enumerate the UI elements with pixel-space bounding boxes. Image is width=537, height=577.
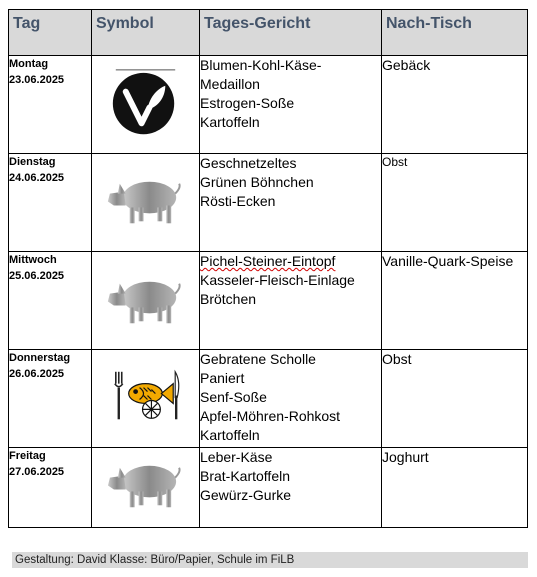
header-nachtisch: Nach-Tisch <box>382 10 528 56</box>
dish-line: Leber-Käse <box>200 449 273 465</box>
dish-line: Estrogen-Soße <box>200 95 295 111</box>
day-date: 23.06.2025 <box>9 74 65 86</box>
dish-cell <box>200 252 382 350</box>
header-gericht: Tages-Gericht <box>200 10 382 56</box>
dish-line: Senf-Soße <box>200 389 267 405</box>
vegan-icon <box>92 56 199 153</box>
day-name: Montag <box>9 58 49 70</box>
dish-line: Apfel-Möhren-Rohkost <box>200 408 341 424</box>
day-date: 27.06.2025 <box>9 466 65 478</box>
dish-line: Pichel-Steiner-Eintopf <box>200 253 336 269</box>
dish-line: Grünen Böhnchen <box>200 174 314 190</box>
symbol-cell <box>92 350 200 448</box>
day-name: Mittwoch <box>9 254 57 266</box>
table-row <box>9 252 528 350</box>
dish-line: Kartoffeln <box>200 114 260 130</box>
dessert-cell: Joghurt <box>382 448 528 528</box>
day-cell <box>9 154 92 252</box>
symbol-cell <box>92 252 200 350</box>
table-row <box>9 350 528 448</box>
dish-line: Paniert <box>200 370 245 386</box>
dish-line: Kartoffeln <box>200 427 260 443</box>
dish-line: Rösti-Ecken <box>200 193 276 209</box>
dish-line: Brötchen <box>200 291 257 307</box>
dish-cell <box>200 448 382 528</box>
day-name: Dienstag <box>9 156 56 168</box>
dessert-cell: Vanille-Quark-Speise <box>382 252 528 350</box>
dish-line: Blumen-Kohl-Käse- <box>200 57 322 73</box>
pig-icon <box>92 448 199 527</box>
table-row <box>9 448 528 528</box>
day-date: 26.06.2025 <box>9 368 65 380</box>
pig-icon <box>92 252 199 349</box>
day-cell <box>9 448 92 528</box>
dish-line: Geschnetzeltes <box>200 155 297 171</box>
day-name: Donnerstag <box>9 352 71 364</box>
day-cell <box>9 350 92 448</box>
table-row <box>9 154 528 252</box>
dish-line: Medaillon <box>200 76 260 92</box>
dish-cell <box>200 154 382 252</box>
symbol-cell <box>92 448 200 528</box>
header-row <box>9 10 528 56</box>
pig-icon <box>92 154 199 251</box>
header-tag: Tag <box>9 10 92 56</box>
symbol-cell <box>92 154 200 252</box>
header-symbol: Symbol <box>92 10 200 56</box>
dessert-cell: Obst <box>382 350 528 448</box>
dish-line: Brat-Kartoffeln <box>200 468 291 484</box>
day-cell <box>9 252 92 350</box>
dessert-cell: Obst <box>382 154 528 252</box>
menu-table <box>8 9 528 528</box>
day-date: 24.06.2025 <box>9 172 65 184</box>
footer-credit: Gestaltung: David Klasse: Büro/Papier, Schule im FiLB <box>12 552 528 568</box>
dessert-cell: Gebäck <box>382 56 528 154</box>
table-row <box>9 56 528 154</box>
day-cell <box>9 56 92 154</box>
dish-line: Gebratene Scholle <box>200 351 316 367</box>
dish-line: Kasseler-Fleisch-Einlage <box>200 272 355 288</box>
day-name: Freitag <box>9 450 46 462</box>
dish-line: Gewürz-Gurke <box>200 487 292 503</box>
dish-cell <box>200 350 382 448</box>
day-date: 25.06.2025 <box>9 270 65 282</box>
dish-cell <box>200 56 382 154</box>
symbol-cell <box>92 56 200 154</box>
fish-icon <box>92 350 199 447</box>
